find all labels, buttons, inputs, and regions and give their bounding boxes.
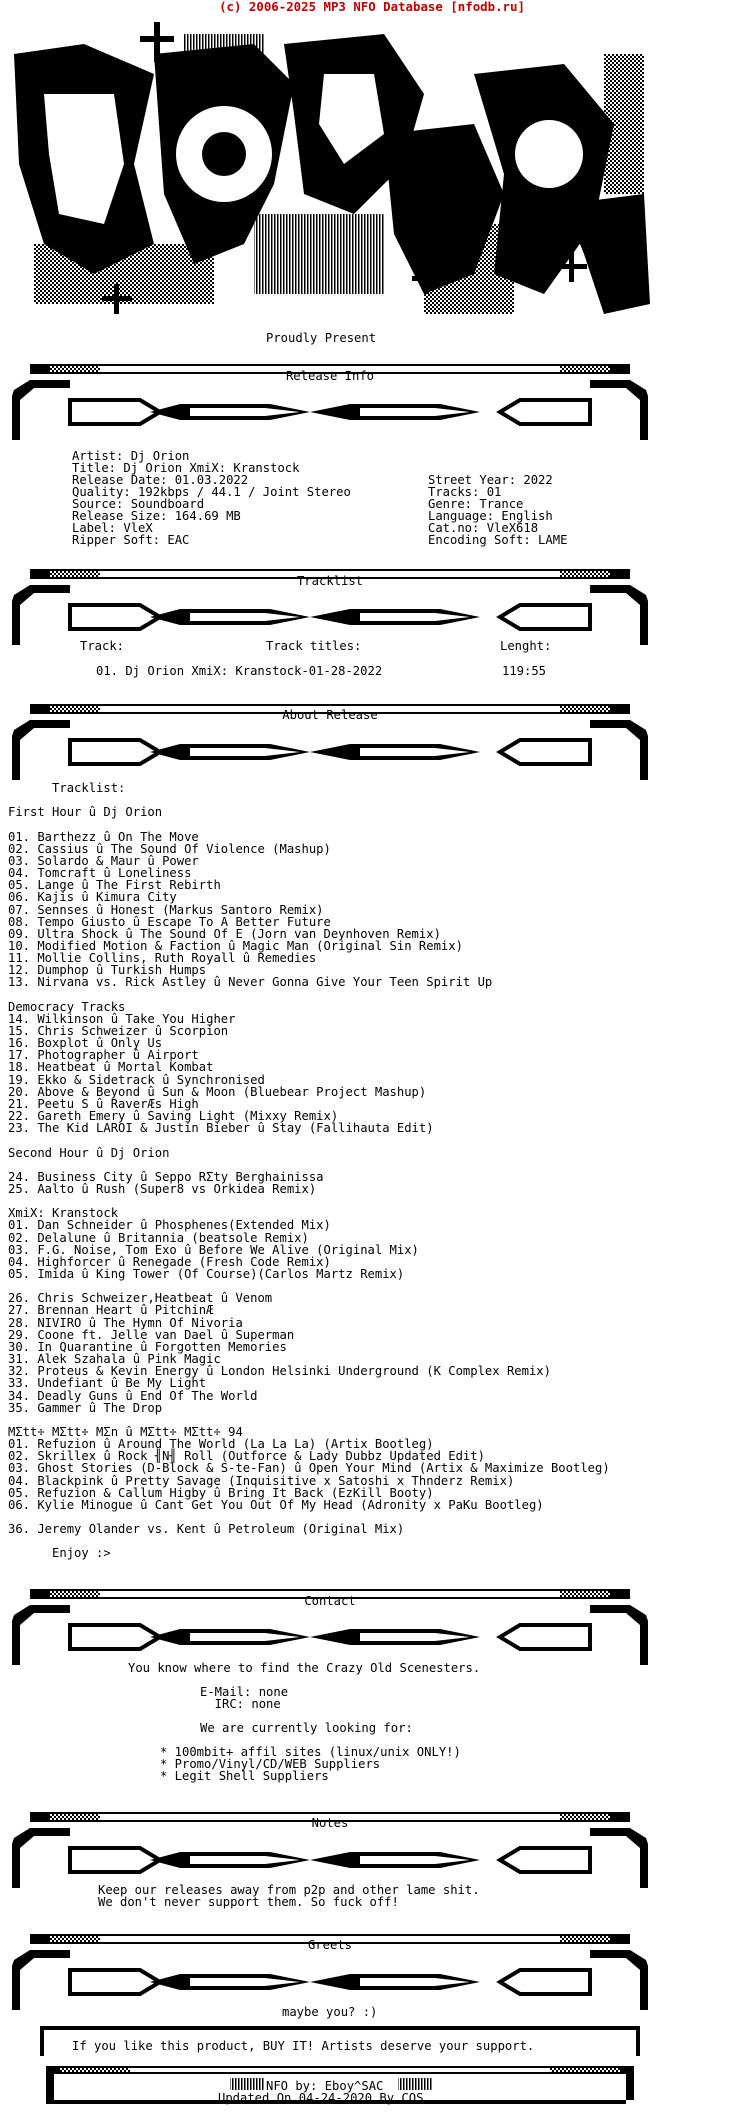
contact-item: * Legit Shell Suppliers <box>160 1769 329 1783</box>
tracklist-col-track: Track: <box>80 639 125 653</box>
about-line: 11. Mollie Collins, Ruth Royall û Remedies <box>8 951 317 966</box>
about-line: 05. Imida û King Tower (Of Course)(Carlos Martz Remix) <box>8 1267 405 1281</box>
nfo-credit: NFO by: Eboy^SAC <box>266 2079 384 2093</box>
about-line: 27. Brennan Heart û PitchinÆ <box>8 1303 214 1318</box>
about-line: 05. Refuzion & Callum Higby û Bring It Back (EzKill Booty) <box>8 1485 434 1500</box>
greets-title: Greets <box>307 1938 353 1952</box>
about-line: 34. Deadly Guns û End Of The World <box>8 1388 258 1403</box>
about-line: 02. Cassius û The Sound Of Violence (Mashup) <box>8 841 331 856</box>
intro-text: Proudly Present <box>266 331 377 345</box>
release-artist: Artist: Dj Orion <box>72 449 190 463</box>
support-line: If you like this product, BUY IT! Artists deserve your support. <box>72 2039 535 2053</box>
about-line: 02. Skrillex û Rock ╢N╢ Roll (Outforce & Lady Dubbz Updated Edit) <box>8 1449 485 1464</box>
about-line: 15. Chris Schweizer û Scorpion <box>8 1024 229 1038</box>
release-date: Release Date: 01.03.2022 <box>72 473 249 487</box>
about-line: 33. Undefiant û Be My Light <box>8 1376 207 1391</box>
about-line: 07. Sennses û Honest (Markus Santoro Remix) <box>8 902 324 917</box>
about-line: 04. Tomcraft û Loneliness <box>8 866 192 881</box>
about-line: Second Hour û Dj Orion <box>8 1145 170 1160</box>
about-line: 14. Wilkinson û Take You Higher <box>8 1011 236 1026</box>
tracklist-col-titles: Track titles: <box>266 639 362 653</box>
about-line: 03. Solardo & Maur û Power <box>8 853 199 868</box>
about-line: 19. Ekko & Sidetrack û Synchronised <box>8 1072 265 1087</box>
track-row-text: 01. Dj Orion XmiX: Kranstock-01-28-2022 <box>96 664 383 678</box>
release-genre: Genre: Trance <box>428 497 524 511</box>
about-line: 09. Ultra Shock û The Sound Of E (Jorn van Deynhoven Remix) <box>8 926 441 941</box>
contact-item: * Promo/Vinyl/CD/WEB Suppliers <box>160 1757 381 1771</box>
release-catno: Cat.no: VleX618 <box>428 521 539 535</box>
about-line: 30. In Quarantine û Forgotten Memories <box>8 1339 287 1354</box>
notes-title: Notes <box>311 1816 349 1830</box>
about-line: 32. Proteus & Kevin Energy û London Helsinki Underground (K Complex Remix) <box>8 1364 551 1379</box>
about-line: 10. Modified Motion & Faction û Magic Man (Original Sin Remix) <box>8 938 463 953</box>
about-line: 29. Coone ft. Jelle van Dael û Superman <box>8 1327 295 1342</box>
about-line: 04. Blackpink û Pretty Savage (Inquisitive x Satoshi x Thnderz Remix) <box>8 1473 515 1488</box>
about-line: 01. Refuzion û Around The World (La La La) (Artix Bootleg) <box>8 1437 434 1452</box>
about-line: MΣtt÷ MΣtt÷ MΣn û MΣtt÷ MΣtt÷ 94 <box>8 1424 243 1439</box>
contact-title: Contact <box>304 1594 356 1608</box>
about-line: 25. Aalto û Rush (Super8 vs Orkidea Remix) <box>8 1181 317 1196</box>
greets-line: maybe you? :) <box>282 2005 378 2019</box>
contact-item: * 100mbit+ affil sites (linux/unix ONLY!) <box>160 1745 461 1759</box>
contact-irc: IRC: none <box>200 1697 281 1711</box>
about-title: About Release <box>282 708 378 722</box>
about-line: 22. Gareth Emery û Saving Light (Mixxy Remix) <box>8 1109 339 1124</box>
updated-credit: Updated On 04-24-2020 By COS <box>218 2091 424 2105</box>
about-line: 03. F.G. Noise, Tom Exo û Before We Alive (Original Mix) <box>8 1242 419 1257</box>
release-source: Source: Soundboard <box>72 497 205 511</box>
about-line: 36. Jeremy Olander vs. Kent û Petroleum (Original Mix) <box>8 1522 405 1537</box>
about-line: 04. Highforcer û Renegade (Fresh Code Remix) <box>8 1254 331 1269</box>
about-line: Tracklist: <box>8 781 126 795</box>
notes-line: Keep our releases away from p2p and other lame shit. <box>98 1883 480 1897</box>
about-line: 03. Ghost Stories (D-Block & S-te-Fan) û Open Your Mind (Artix & Maximize Bootleg) <box>8 1461 610 1476</box>
about-line: 31. Alek Szahala û Pink Magic <box>8 1352 221 1367</box>
about-line: 13. Nirvana vs. Rick Astley û Never Gonna Give Your Teen Spirit Up <box>8 975 493 990</box>
about-line: 02. Delalune û Britannia (beatsole Remix) <box>8 1230 309 1245</box>
release-title: Title: Dj Orion XmiX: Kranstock <box>72 461 300 475</box>
contact-line: You know where to find the Crazy Old Scenesters. <box>128 1661 481 1675</box>
release-ripper: Ripper Soft: EAC <box>72 533 190 547</box>
about-line: XmiX: Kranstock <box>8 1206 119 1221</box>
release-street-year: Street Year: 2022 <box>428 473 553 487</box>
contact-email: E-Mail: none <box>200 1685 289 1699</box>
about-line: 17. Photographer û Airport <box>8 1048 199 1063</box>
track-row-length: 119:55 <box>502 664 547 678</box>
release-encoding: Encoding Soft: LAME <box>428 533 568 547</box>
about-line: 26. Chris Schweizer,Heatbeat û Venom <box>8 1291 273 1306</box>
copyright-banner: (c) 2006-2025 MP3 NFO Database [nfodb.ru] <box>219 0 525 14</box>
release-tracks: Tracks: 01 <box>428 485 502 499</box>
release-info-title: Release Info <box>285 369 375 383</box>
about-line: 01. Dan Schneider û Phosphenes(Extended Mix) <box>8 1218 331 1233</box>
about-line: 06. Kajis û Kimura City <box>8 890 177 905</box>
tracklist-col-length: Lenght: <box>500 639 552 653</box>
about-line: 12. Dumphop û Turkish Humps <box>8 963 207 978</box>
contact-looking: We are currently looking for: <box>200 1721 413 1735</box>
release-quality: Quality: 192kbps / 44.1 / Joint Stereo <box>72 485 351 499</box>
about-line: 35. Gammer û The Drop <box>8 1400 163 1415</box>
about-line: 08. Tempo Giusto û Escape To A Better Future <box>8 914 331 929</box>
about-line: 18. Heatbeat û Mortal Kombat <box>8 1060 214 1075</box>
about-line: 16. Boxplot û Only Us <box>8 1036 163 1051</box>
about-line: 24. Business City û Seppo RΣty Berghainissa <box>8 1169 324 1184</box>
release-language: Language: English <box>428 509 553 523</box>
about-line: 28. NIVIRO û The Hymn Of Nivoria <box>8 1315 243 1330</box>
about-line: 06. Kylie Minogue û Cant Get You Out Of My Head (Adronity x PaKu Bootleg) <box>8 1497 544 1512</box>
tracklist-title: Tracklist <box>296 574 364 588</box>
about-line: 20. Above & Beyond û Sun & Moon (Bluebear Project Mashup) <box>8 1084 427 1099</box>
about-line: 05. Lange û The First Rebirth <box>8 878 221 893</box>
about-line: 21. Peetu S û RaverÆs High <box>8 1096 199 1111</box>
release-size: Release Size: 164.69 MB <box>72 509 241 523</box>
release-label: Label: VleX <box>72 521 153 535</box>
about-line: 23. The Kid LAROI & Justin Bieber û Stay (Fallihauta Edit) <box>8 1121 434 1136</box>
about-line: Enjoy :> <box>8 1546 111 1561</box>
about-line: 01. Barthezz û On The Move <box>8 829 199 844</box>
about-line: First Hour û Dj Orion <box>8 805 163 820</box>
ascii-logo-art <box>4 14 650 334</box>
about-line: Democracy Tracks <box>8 999 126 1014</box>
notes-line: We don't never support them. So fuck off! <box>98 1895 399 1909</box>
